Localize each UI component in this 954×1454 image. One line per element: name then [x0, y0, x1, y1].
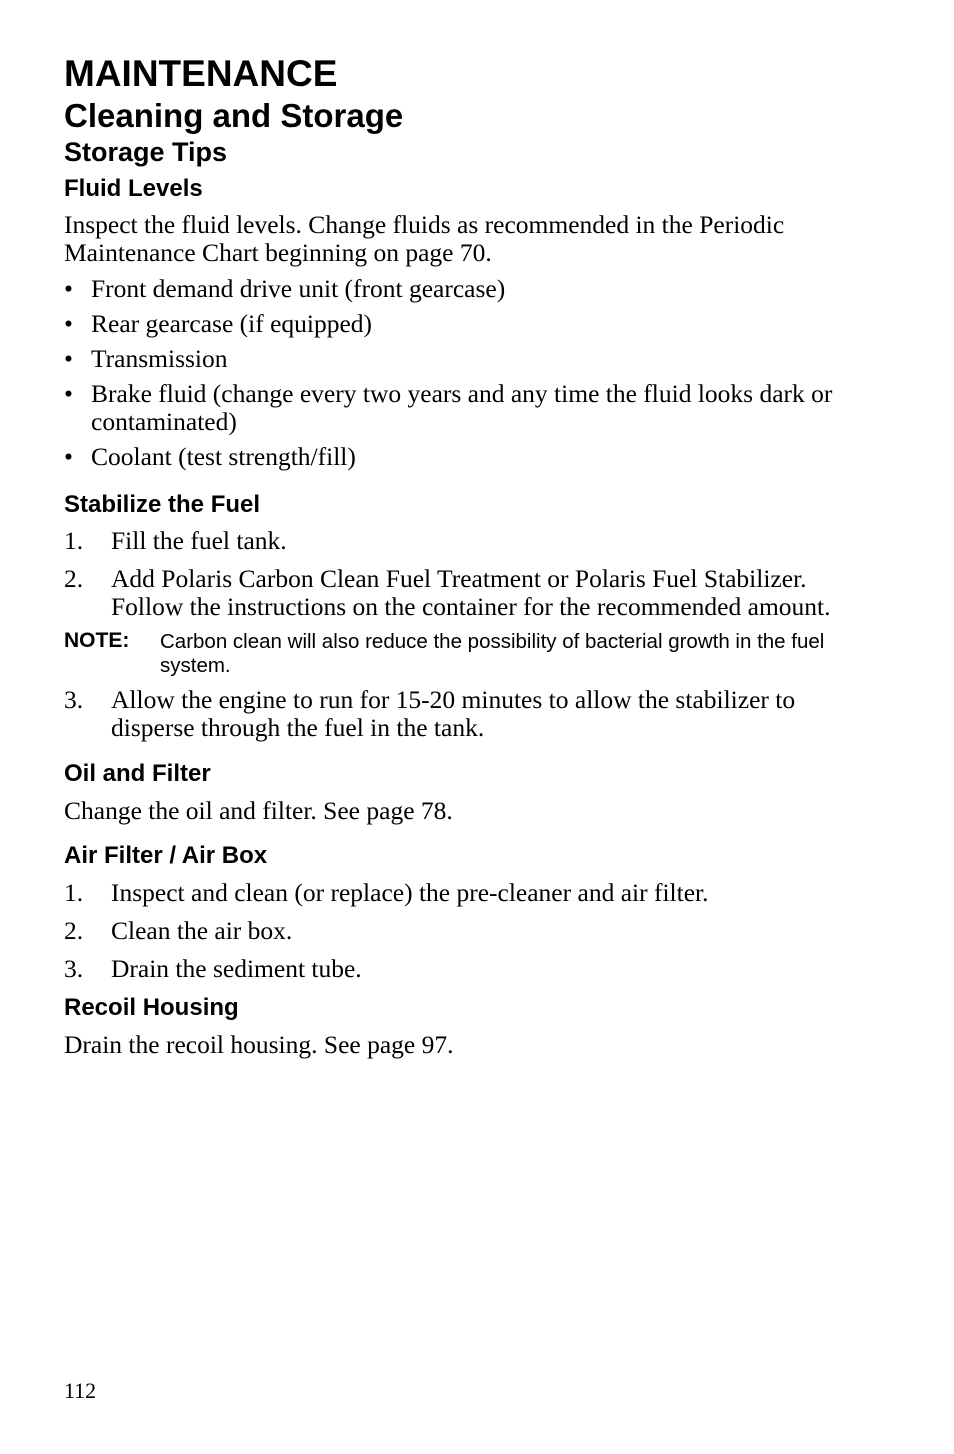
- fluid-levels-list: [64, 275, 884, 471]
- note-block: [64, 630, 884, 678]
- list-item: 2. Add Polaris Carbon Clean Fuel Treatment or Polaris Fuel Stabilizer. Follow the instructions on the container for the recommended amount.: [64, 564, 831, 621]
- list-item: 1. Inspect and clean (or replace) the pre-cleaner and air filter.: [64, 878, 709, 907]
- fluid-levels-intro: Inspect the fluid levels. Change fluids as recommended in the Periodic Maintenance Chart beginning on page 70.: [64, 210, 785, 267]
- note-text: Carbon clean will also reduce the possibility of bacterial growth in the fuel system.: [160, 630, 825, 677]
- recoil-housing-text: Drain the recoil housing. See page 97.: [64, 1030, 454, 1059]
- recoil-housing-heading: Recoil Housing: [64, 994, 239, 1021]
- stabilize-fuel-heading: Stabilize the Fuel: [64, 491, 261, 518]
- stabilize-fuel-steps: [64, 527, 884, 621]
- note-label: NOTE:: [64, 629, 130, 652]
- list-item: • Brake fluid (change every two years and any time the fluid looks dark or contaminated): [64, 379, 833, 436]
- list-item: 3. Drain the sediment tube.: [64, 954, 362, 983]
- air-filter-steps: [64, 879, 884, 983]
- section-title: Cleaning and Storage: [64, 97, 404, 134]
- list-item: 3. Allow the engine to run for 15-20 minutes to allow the stabilizer to disperse through the fuel in the tank.: [64, 685, 796, 742]
- list-item: 1. Fill the fuel tank.: [64, 526, 287, 555]
- stabilize-fuel-steps-continued: [64, 686, 884, 742]
- bullet-icon: •: [64, 309, 73, 338]
- bullet-icon: •: [64, 379, 73, 408]
- bullet-icon: •: [64, 344, 73, 373]
- oil-filter-heading: Oil and Filter: [64, 760, 211, 787]
- page-number: 112: [64, 1378, 97, 1403]
- oil-filter-text: Change the oil and filter. See page 78.: [64, 796, 453, 825]
- list-item: • Rear gearcase (if equipped): [64, 309, 373, 338]
- list-item: • Transmission: [64, 344, 228, 373]
- chapter-title: MAINTENANCE: [64, 53, 338, 94]
- bullet-icon: •: [64, 442, 73, 471]
- list-item: • Front demand drive unit (front gearcase): [64, 274, 506, 303]
- subsection-title: Storage Tips: [64, 137, 228, 167]
- list-item: • Coolant (test strength/fill): [64, 442, 356, 471]
- bullet-icon: •: [64, 274, 73, 303]
- list-item: 2. Clean the air box.: [64, 916, 293, 945]
- air-filter-heading: Air Filter / Air Box: [64, 842, 268, 869]
- page-content: [64, 52, 884, 1059]
- fluid-levels-heading: Fluid Levels: [64, 175, 203, 202]
